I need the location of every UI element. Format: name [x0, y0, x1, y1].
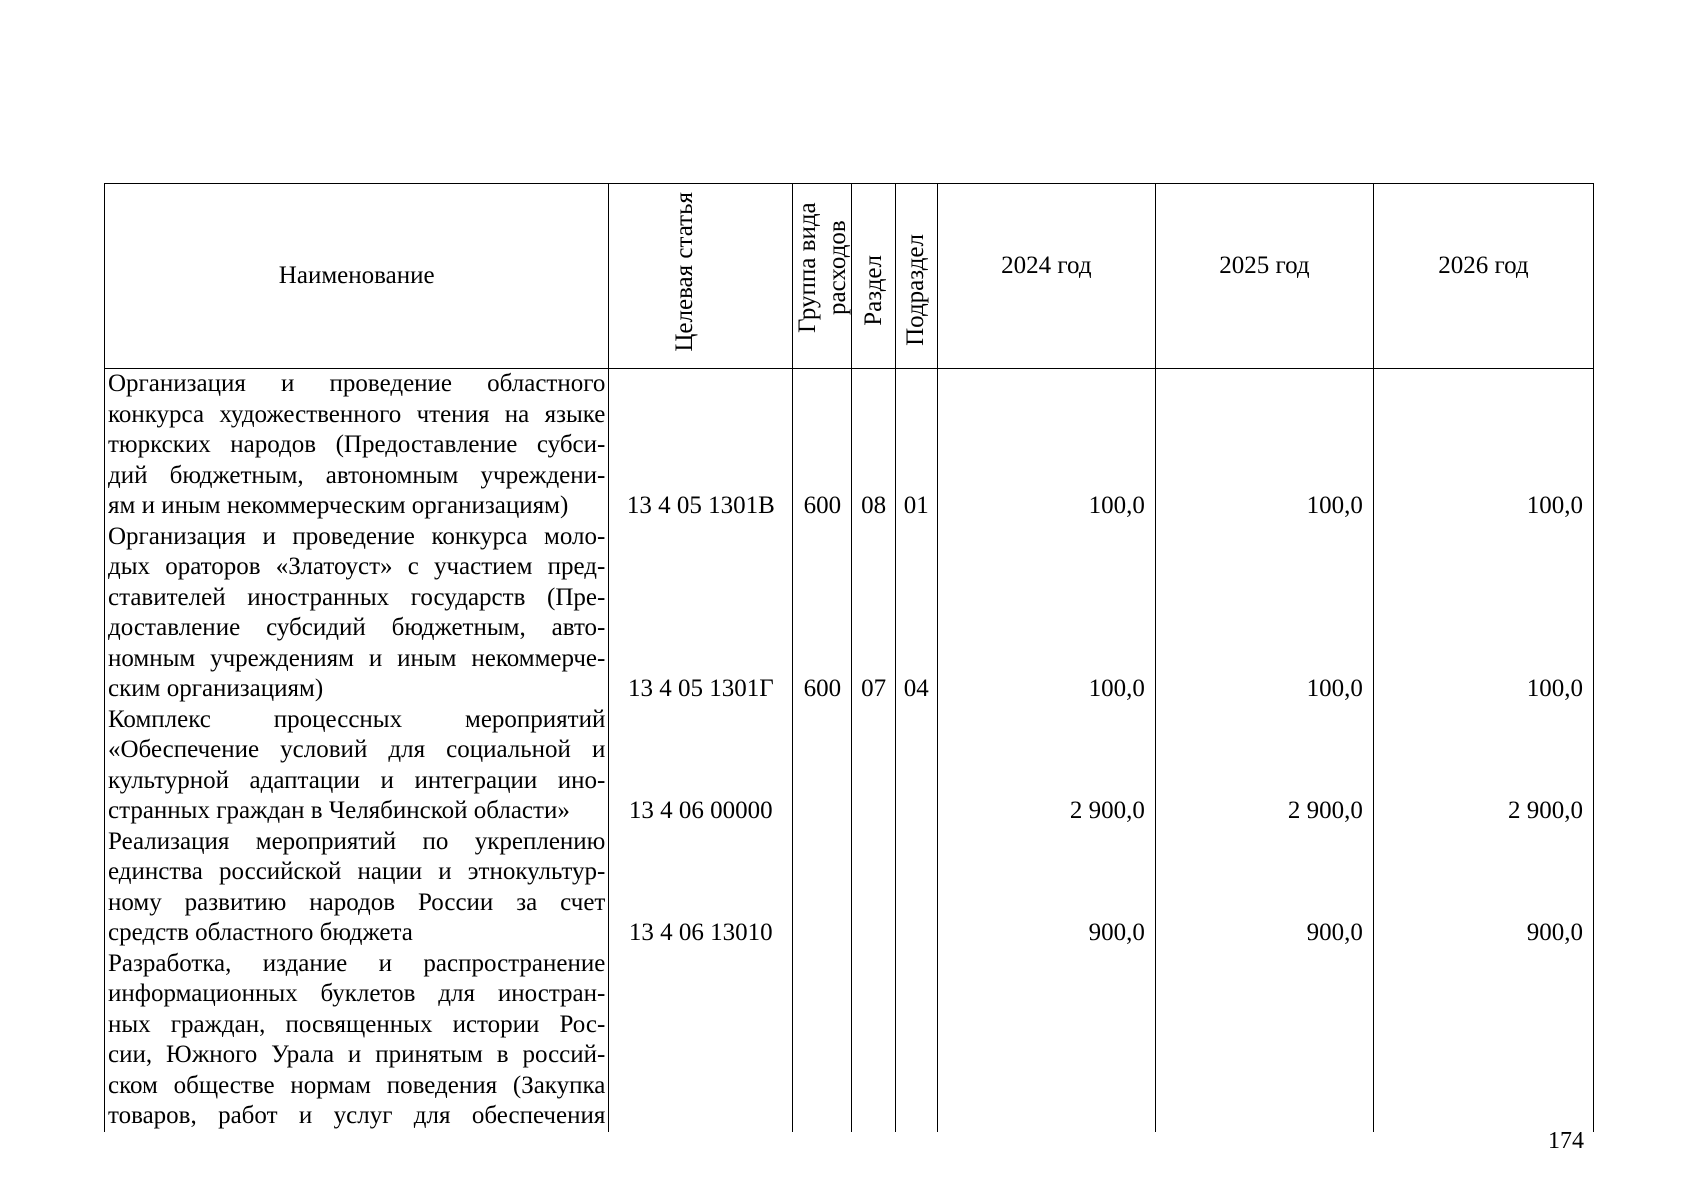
row-value-2025: 100,0 — [1155, 369, 1373, 522]
row-name-line: Комплекс процессных мероприятий — [108, 705, 606, 733]
row-name-line: «Обеспечение условий для социальной и — [108, 736, 606, 763]
row-value-2026 — [1373, 949, 1593, 1132]
row-subsection: 04 — [895, 522, 937, 705]
header-section: Раздел — [852, 184, 895, 369]
row-value-2025: 2 900,0 — [1155, 705, 1373, 827]
row-value-2024 — [937, 949, 1155, 1132]
row-name — [105, 369, 609, 522]
header-expense-group: Группа вида расходов — [793, 184, 852, 369]
row-subsection — [895, 705, 937, 827]
table-header-row — [105, 184, 1594, 369]
row-value-2026: 100,0 — [1373, 522, 1593, 705]
row-name — [105, 705, 609, 827]
row-name-line: дий бюджетным, автономным учреждени- — [108, 461, 606, 489]
header-target-article: Целевая статья — [609, 184, 793, 369]
row-value-2026: 2 900,0 — [1373, 705, 1593, 827]
table-row — [105, 827, 1594, 949]
row-name-line: товаров, работ и услуг для обеспечения — [108, 1102, 606, 1129]
row-name-line: доставление субсидий бюджетным, авто- — [108, 614, 606, 641]
row-target-article: 13 4 05 1301Г — [609, 522, 793, 705]
row-target-article — [609, 949, 793, 1132]
table-row — [105, 522, 1594, 705]
row-value-2025 — [1155, 949, 1373, 1132]
row-expense-group: 600 — [793, 369, 852, 522]
row-value-2025: 900,0 — [1155, 827, 1373, 949]
budget-table — [104, 183, 1594, 1132]
row-name-line: ском обществе нормам поведения (Закупка — [108, 1071, 606, 1099]
row-name-line: тюркских народов (Предоставление субси- — [108, 431, 606, 458]
row-target-article: 13 4 05 1301В — [609, 369, 793, 522]
row-section: 07 — [852, 522, 895, 705]
row-section: 08 — [852, 369, 895, 522]
row-target-article: 13 4 06 13010 — [609, 827, 793, 949]
row-name-line: единства российской нации и этнокультур- — [108, 858, 606, 885]
row-value-2024: 2 900,0 — [937, 705, 1155, 827]
row-expense-group — [793, 949, 852, 1132]
row-expense-group — [793, 705, 852, 827]
row-name-line: средств областного бюджета — [108, 919, 413, 946]
row-value-2026: 100,0 — [1373, 369, 1593, 522]
row-expense-group: 600 — [793, 522, 852, 705]
row-name-line: номным учреждениям и иным некоммерче- — [108, 644, 606, 672]
row-target-article: 13 4 06 00000 — [609, 705, 793, 827]
row-value-2024: 100,0 — [937, 522, 1155, 705]
table-row — [105, 949, 1594, 1132]
header-subsection: Подраздел — [895, 184, 937, 369]
row-name-line: конкурса художественного чтения на языке — [108, 400, 606, 428]
row-name-line: ных граждан, посвященных истории Рос- — [108, 1010, 606, 1038]
row-name — [105, 949, 609, 1132]
row-value-2025: 100,0 — [1155, 522, 1373, 705]
row-section — [852, 827, 895, 949]
table-body — [105, 369, 1594, 1132]
row-subsection — [895, 827, 937, 949]
row-value-2024: 100,0 — [937, 369, 1155, 522]
row-name-line: ставителей иностранных государств (Пре- — [108, 583, 606, 611]
row-name-line: Организация и проведение конкурса моло- — [108, 522, 606, 550]
row-expense-group — [793, 827, 852, 949]
row-subsection — [895, 949, 937, 1132]
header-name: Наименование — [105, 184, 609, 369]
row-section — [852, 705, 895, 827]
row-name-line: ям и иным некоммерческим организациям) — [108, 492, 569, 519]
table-row — [105, 369, 1594, 522]
table-row — [105, 705, 1594, 827]
row-value-2026: 900,0 — [1373, 827, 1593, 949]
row-name-line: дых ораторов «Златоуст» с участием пред- — [108, 553, 606, 580]
row-name-line: странных граждан в Челябинской области» — [108, 797, 570, 824]
page-number: 174 — [1548, 1128, 1584, 1154]
row-name-line: Разработка, издание и распространение — [108, 949, 606, 977]
header-2025: 2025 год — [1155, 184, 1373, 369]
row-name-line: культурной адаптации и интеграции ино- — [108, 766, 606, 794]
row-name-line: ским организациям) — [108, 675, 324, 702]
row-section — [852, 949, 895, 1132]
header-2024: 2024 год — [937, 184, 1155, 369]
row-name — [105, 827, 609, 949]
row-name-line: Реализация мероприятий по укреплению — [108, 827, 606, 855]
row-name — [105, 522, 609, 705]
row-subsection: 01 — [895, 369, 937, 522]
row-name-line: Организация и проведение областного — [108, 370, 606, 397]
header-2026: 2026 год — [1373, 184, 1593, 369]
row-name-line: информационных буклетов для иностран- — [108, 980, 606, 1007]
row-name-line: сии, Южного Урала и принятым в россий- — [108, 1041, 606, 1068]
row-value-2024: 900,0 — [937, 827, 1155, 949]
row-name-line: ному развитию народов России за счет — [108, 888, 606, 916]
